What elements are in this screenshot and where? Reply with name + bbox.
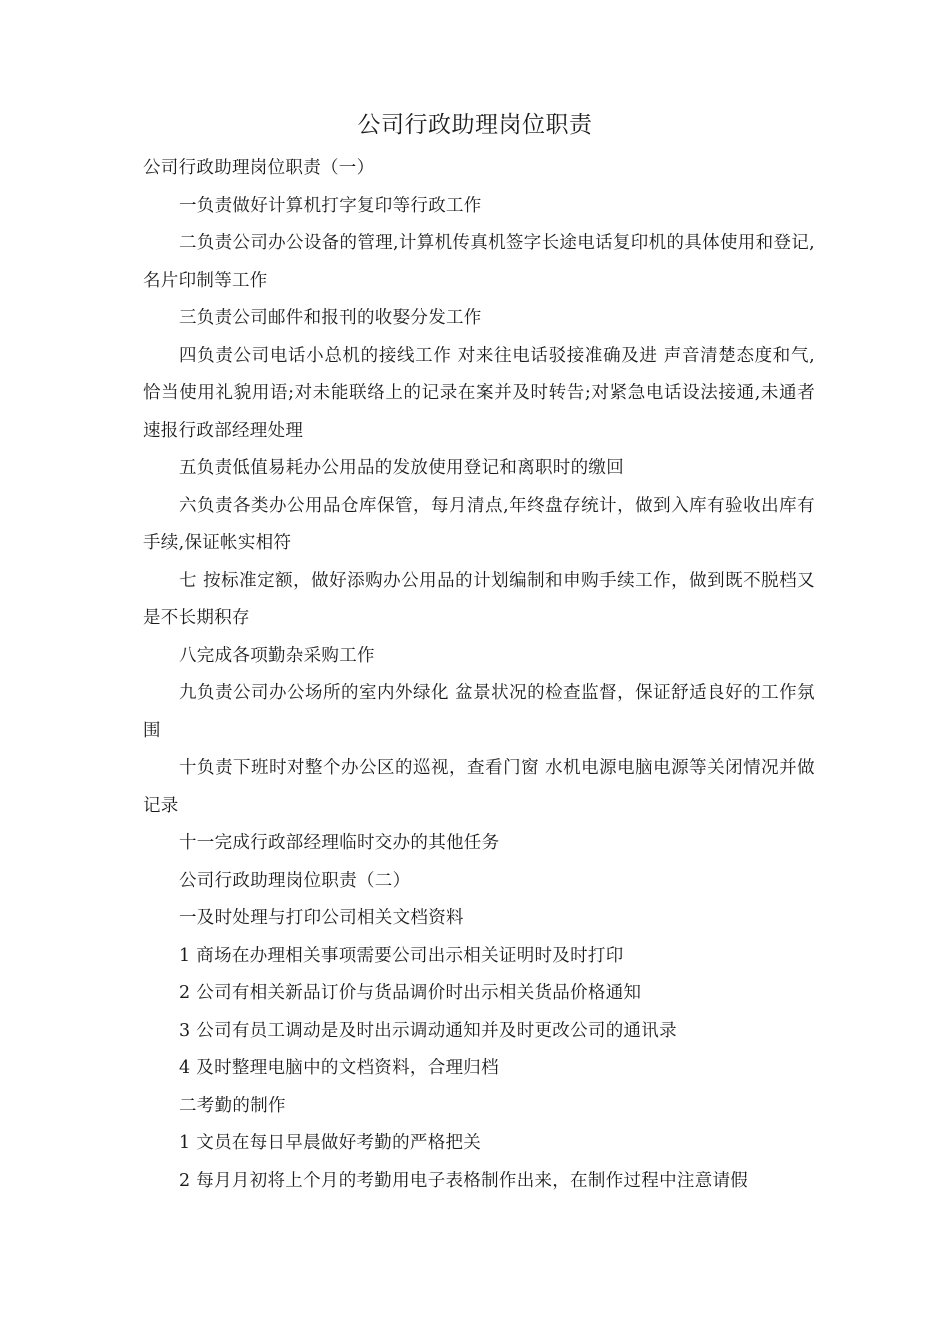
paragraph: 2 公司有相关新品订价与货品调价时出示相关货品价格通知: [179, 983, 642, 1003]
document-title: 公司行政助理岗位职责: [357, 112, 593, 138]
paragraph: 1 文员在每日早晨做好考勤的严格把关: [179, 1133, 482, 1153]
paragraph: 十负责下班时对整个办公区的巡视，查看门窗 水机电源电脑电源等关闭情况并做记录: [143, 758, 815, 816]
paragraph: 六负责各类办公用品仓库保管，每月清点,年终盘存统计，做到入库有验收出库有手续,保证帐实相符: [143, 495, 815, 553]
section-heading-2: 公司行政助理岗位职责（二）: [179, 870, 411, 891]
paragraph: 五负责低值易耗办公用品的发放使用登记和离职时的缴回: [179, 458, 624, 478]
paragraph: 二负责公司办公设备的管理,计算机传真机签字长途电话复印机的具体使用和登记,名片印制等工作: [143, 233, 815, 291]
paragraph: 七 按标准定额，做好添购办公用品的计划编制和申购手续工作，做到既不脱档又是不长期积存: [143, 570, 815, 628]
paragraph: 九负责公司办公场所的室内外绿化 盆景状况的检查监督，保证舒适良好的工作氛围: [143, 683, 815, 741]
paragraph: 四负责公司电话小总机的接线工作 对来往电话驳接准确及进 声音清楚态度和气,恰当使用礼貌用语;对未能联络上的记录在案并及时转告;对紧急电话设法接通,未通者速报行政部经理处理: [143, 345, 815, 441]
paragraph: 八完成各项勤杂采购工作: [179, 645, 375, 666]
paragraph: 1 商场在办理相关事项需要公司出示相关证明时及时打印: [179, 945, 624, 966]
document-body: [143, 150, 815, 1200]
paragraph: 2 每月月初将上个月的考勤用电子表格制作出来，在制作过程中注意请假: [179, 1170, 749, 1191]
paragraph: 一负责做好计算机打字复印等行政工作: [179, 195, 482, 216]
paragraph: 二考勤的制作: [179, 1095, 286, 1116]
paragraph: 一及时处理与打印公司相关文档资料: [179, 908, 464, 928]
paragraph: 十一完成行政部经理临时交办的其他任务: [179, 833, 500, 853]
section-heading-1: 公司行政助理岗位职责（一）: [143, 158, 375, 178]
paragraph: 三负责公司邮件和报刊的收娶分发工作: [179, 308, 482, 328]
paragraph: 4 及时整理电脑中的文档资料，合理归档: [179, 1058, 499, 1078]
paragraph: 3 公司有员工调动是及时出示调动通知并及时更改公司的通讯录: [179, 1020, 677, 1041]
